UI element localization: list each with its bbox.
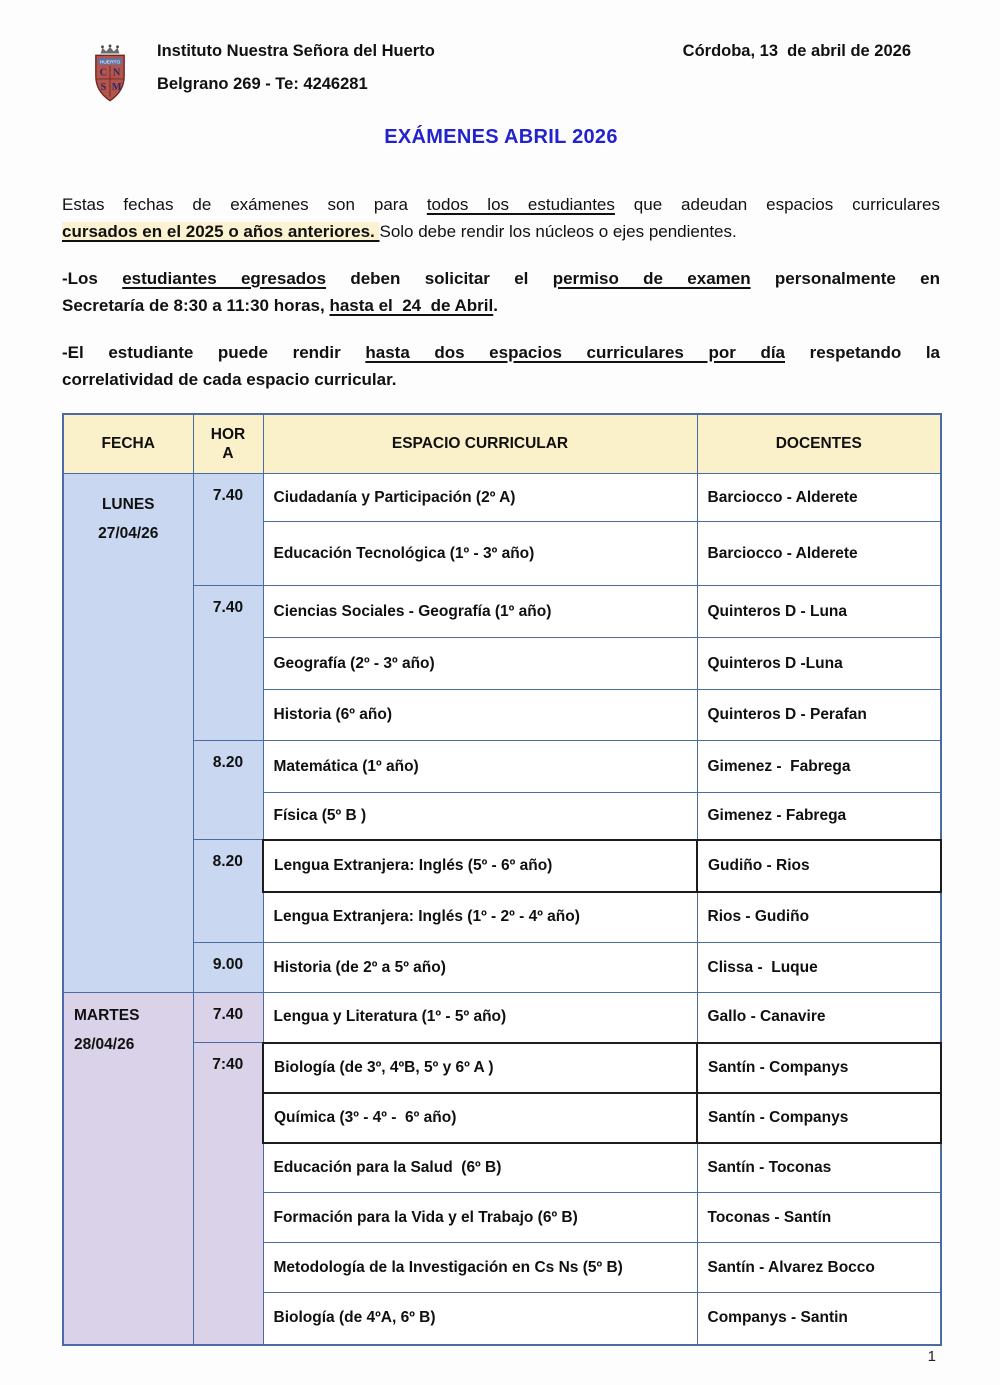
hora-cell: 8.20 <box>193 741 263 840</box>
svg-text:C: C <box>99 67 108 79</box>
table-header-row <box>63 414 941 474</box>
intro-paragraph-2 <box>62 265 940 319</box>
docentes-cell: Quinteros D - Perafan <box>697 690 941 741</box>
espacio-cell: Lengua Extranjera: Inglés (1º - 2º - 4º año) <box>263 892 697 943</box>
col-header-fecha: FECHA <box>63 414 193 474</box>
text-run: deben solicitar el <box>326 268 553 288</box>
espacio-cell: Lengua Extranjera: Inglés (5º - 6º año) <box>263 840 697 892</box>
espacio-cell: Formación para la Vida y el Trabajo (6º B) <box>263 1193 697 1243</box>
header-text-block <box>157 42 940 94</box>
hora-cell: 7:40 <box>193 1043 263 1345</box>
table-row <box>63 474 941 522</box>
hora-cell: 7.40 <box>193 474 263 586</box>
intro-paragraph-1 <box>62 191 940 245</box>
text-run: Estas fechas de exámenes son para <box>62 194 427 214</box>
docentes-cell: Quinteros D - Luna <box>697 586 941 638</box>
docentes-cell: Clissa - Luque <box>697 943 941 993</box>
day-date: 27/04/26 <box>98 525 159 543</box>
svg-text:M: M <box>111 81 122 93</box>
hora-cell: 8.20 <box>193 840 263 943</box>
text-run: permiso de examen <box>552 268 751 288</box>
svg-text:HUERTO: HUERTO <box>99 60 121 66</box>
text-run: respetando la <box>785 342 940 362</box>
crown-icon <box>101 44 120 53</box>
text-run: hasta dos espacios curriculares por día <box>365 342 785 362</box>
espacio-cell: Ciudadanía y Participación (2º A) <box>263 474 697 522</box>
espacio-cell: Biología (de 4ºA, 6º B) <box>263 1293 697 1345</box>
docentes-cell: Santín - Companys <box>697 1043 941 1093</box>
espacio-cell: Química (3º - 4º - 6º año) <box>263 1093 697 1143</box>
table-row <box>63 586 941 638</box>
docentes-cell: Gudiño - Rios <box>697 840 941 892</box>
fecha-cell-martes <box>63 993 193 1345</box>
text-run: Secretaría de 8:30 a 11:30 horas, <box>62 295 330 315</box>
docentes-cell: Gimenez - Fabrega <box>697 793 941 840</box>
espacio-cell: Educación Tecnológica (1º - 3º año) <box>263 522 697 586</box>
day-date: 28/04/26 <box>74 1036 135 1054</box>
hora-cell: 7.40 <box>193 993 263 1043</box>
docentes-cell: Rios - Gudiño <box>697 892 941 943</box>
text-run: correlatividad de cada espacio curricular. <box>62 369 397 389</box>
col-header-hora: HORA <box>193 414 263 474</box>
institute-address: Belgrano 269 - Te: 4246281 <box>157 75 368 93</box>
page-number: 1 <box>927 1348 936 1365</box>
table-row <box>63 840 941 892</box>
text-run: -Los <box>62 268 123 288</box>
docentes-cell: Santín - Alvarez Bocco <box>697 1243 941 1293</box>
espacio-cell: Ciencias Sociales - Geografía (1º año) <box>263 586 697 638</box>
exam-schedule-table <box>62 413 942 1346</box>
table-row <box>63 943 941 993</box>
espacio-cell: Biología (de 3º, 4ºB, 5º y 6º A ) <box>263 1043 697 1093</box>
svg-text:S: S <box>100 81 107 93</box>
hora-cell: 7.40 <box>193 586 263 741</box>
table-row <box>63 1043 941 1093</box>
docentes-cell: Barciocco - Alderete <box>697 522 941 586</box>
docentes-cell: Santín - Toconas <box>697 1143 941 1193</box>
espacio-cell: Historia (de 2º a 5º año) <box>263 943 697 993</box>
text-run: . <box>493 295 498 315</box>
text-run: Solo debe rendir los núcleos o ejes pendientes. <box>379 221 737 241</box>
espacio-cell: Física (5º B ) <box>263 793 697 840</box>
city-date: Córdoba, 13 de abril de 2026 <box>682 42 911 60</box>
school-crest-icon <box>93 44 127 103</box>
highlighted-text: cursados en el 2025 o años anteriores. <box>62 221 380 241</box>
institute-name: Instituto Nuestra Señora del Huerto <box>157 42 435 60</box>
day-label: LUNES <box>101 496 155 514</box>
table-row <box>63 741 941 793</box>
espacio-cell: Historia (6º año) <box>263 690 697 741</box>
day-label: MARTES <box>74 1007 140 1025</box>
text-run: personalmente en <box>750 268 940 288</box>
espacio-cell: Matemática (1º año) <box>263 741 697 793</box>
text-run: hasta el 24 de Abril <box>329 295 494 315</box>
docentes-cell: Companys - Santin <box>697 1293 941 1345</box>
intro-paragraph-3 <box>62 339 940 393</box>
text-run: todos los estudiantes <box>426 194 615 214</box>
docentes-cell: Gimenez - Fabrega <box>697 741 941 793</box>
text-run: estudiantes egresados <box>122 268 327 288</box>
espacio-cell: Lengua y Literatura (1º - 5º año) <box>263 993 697 1043</box>
svg-text:N: N <box>112 67 121 79</box>
docentes-cell: Gallo - Canavire <box>697 993 941 1043</box>
text-run: -El estudiante puede rendir <box>62 342 366 362</box>
espacio-cell: Educación para la Salud (6º B) <box>263 1143 697 1193</box>
fecha-cell-lunes <box>63 474 193 993</box>
docentes-cell: Barciocco - Alderete <box>697 474 941 522</box>
espacio-cell: Metodología de la Investigación en Cs Ns (5º B) <box>263 1243 697 1293</box>
document-header <box>62 42 940 103</box>
docentes-cell: Santín - Companys <box>697 1093 941 1143</box>
text-run: que adeudan espacios curriculares <box>614 194 940 214</box>
docentes-cell: Toconas - Santín <box>697 1193 941 1243</box>
table-row <box>63 993 941 1043</box>
col-header-docentes: DOCENTES <box>697 414 941 474</box>
hora-cell: 9.00 <box>193 943 263 993</box>
espacio-cell: Geografía (2º - 3º año) <box>263 638 697 690</box>
page-title: EXÁMENES ABRIL 2026 <box>384 125 618 148</box>
intro-section <box>62 191 940 393</box>
col-header-espacio: ESPACIO CURRICULAR <box>263 414 697 474</box>
docentes-cell: Quinteros D -Luna <box>697 638 941 690</box>
